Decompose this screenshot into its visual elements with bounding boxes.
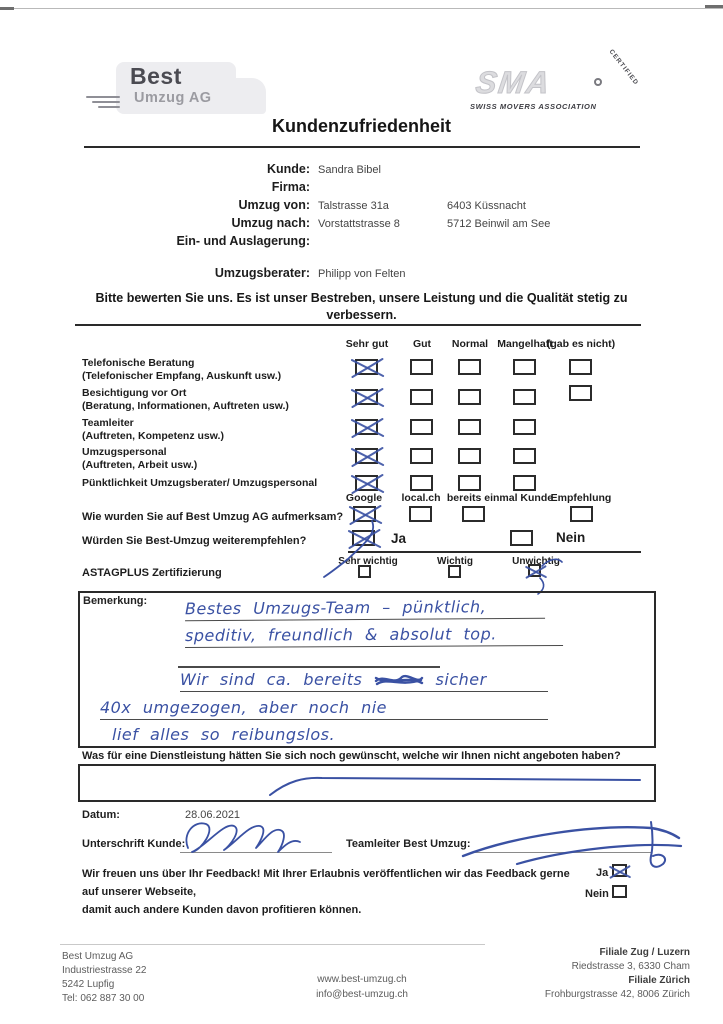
field-label-umzug-nach: Umzug nach:	[231, 216, 310, 230]
sma-subtitle: SWISS MOVERS ASSOCIATION	[470, 102, 597, 111]
column-header-normal: Normal	[451, 338, 489, 350]
field-label-kunde: Kunde:	[266, 162, 310, 176]
checkbox-telefonische-normal[interactable]	[458, 359, 481, 375]
rating-sublabel: (Beratung, Informationen, Auftreten usw.)	[82, 400, 289, 412]
pen-dash-no-answer	[78, 764, 656, 802]
checkbox-besichtigung-normal[interactable]	[458, 389, 481, 405]
column-header-gut: Gut	[412, 338, 432, 350]
checkbox-feedback-ja[interactable]	[612, 864, 627, 877]
footer-divider	[60, 944, 485, 945]
customer-signature-label: Unterschrift Kunde:	[82, 838, 186, 850]
pen-flourish	[320, 515, 410, 585]
recommend-nein-label: Nein	[556, 530, 586, 545]
handwriting-text: sicher	[435, 670, 487, 689]
field-value-umzug-von: Talstrasse 31a	[318, 200, 389, 212]
logo-word-umzug-ag: Umzug AG	[134, 90, 212, 106]
column-header-sehr-gut: Sehr gut	[345, 338, 389, 350]
checkbox-recommend-nein[interactable]	[510, 530, 533, 546]
checkbox-telefonische-gab-es-nicht[interactable]	[569, 359, 592, 375]
footer-website[interactable]: www.best-umzug.ch	[317, 974, 407, 985]
handwriting-line	[180, 671, 548, 692]
speed-line	[86, 96, 120, 98]
checkbox-puenktlichkeit-mangelhaft[interactable]	[513, 475, 536, 491]
checkbox-puenktlichkeit-normal[interactable]	[458, 475, 481, 491]
field-extra-umzug-von: 6403 Küssnacht	[447, 200, 526, 212]
checkbox-feedback-nein[interactable]	[612, 885, 627, 898]
checkbox-telefonische-gut[interactable]	[410, 359, 433, 375]
checkbox-umzugspersonal-sehr-gut[interactable]	[355, 448, 378, 464]
speed-line	[92, 101, 120, 103]
checkbox-besichtigung-mangelhaft[interactable]	[513, 389, 536, 405]
checkbox-teamleiter-mangelhaft[interactable]	[513, 419, 536, 435]
date-value: 28.06.2021	[185, 809, 241, 821]
field-label-umzug-von: Umzug von:	[238, 198, 310, 212]
footer-company-name: Best Umzug AG	[62, 951, 134, 962]
instruction-underline	[75, 324, 641, 326]
footer-company-block	[62, 950, 147, 1006]
feedback-ja-label: Ja	[596, 867, 609, 879]
checkbox-besichtigung-gab-es-nicht[interactable]	[569, 385, 592, 401]
instruction-text: Bitte bewerten Sie uns. Es ist unser Bestreben, unsere Leistung und die Qualität stetig zu verbessern.	[95, 291, 628, 322]
column-header-mangelhaft: Mangelhaft	[497, 338, 553, 350]
field-label-umzugsberater: Umzugsberater:	[214, 266, 310, 280]
footer-branch-zuerich-address: Frohburgstrasse 42, 8006 Zürich	[544, 989, 690, 1000]
footer-branch-zug-address: Riedstrasse 3, 6330 Cham	[571, 961, 690, 972]
rating-row-label	[82, 357, 281, 383]
checkbox-besichtigung-sehr-gut[interactable]	[355, 389, 378, 405]
checkbox-puenktlichkeit-gut[interactable]	[410, 475, 433, 491]
footer-company-street: Industriestrasse 22	[62, 965, 147, 976]
rating-label: Telefonische Beratung	[82, 357, 195, 369]
certified-badge-text: CERTIFIED	[607, 48, 640, 87]
source-header-empfehlung: Empfehlung	[550, 492, 612, 504]
footer-email[interactable]: info@best-umzug.ch	[316, 989, 408, 1000]
feedback-text	[82, 865, 582, 919]
footer-contact-block	[316, 972, 408, 1002]
importance-header-wichtig: Wichtig	[436, 556, 474, 567]
feedback-nein-label: Nein	[585, 888, 609, 900]
recommend-question: Würden Sie Best-Umzug weiterempfehlen?	[82, 535, 307, 547]
footer-branches-block	[545, 946, 690, 1002]
importance-header-sehr-wichtig: Sehr wichtig	[338, 556, 398, 567]
checkbox-umzugspersonal-gut[interactable]	[410, 448, 433, 464]
logo-word-best: Best	[130, 63, 182, 89]
checkbox-puenktlichkeit-sehr-gut[interactable]	[355, 475, 378, 491]
checkbox-besichtigung-gut[interactable]	[410, 389, 433, 405]
field-value-umzugsberater: Philipp von Felten	[318, 268, 406, 280]
rating-label: Teamleiter	[82, 417, 134, 429]
field-label-auslagerung: Ein- und Auslagerung:	[176, 234, 310, 248]
field-value-umzug-nach: Vorstattstrasse 8	[318, 218, 400, 230]
rating-row-label	[82, 387, 289, 413]
pen-flourish	[536, 556, 576, 596]
truck-cab	[226, 78, 266, 114]
checkbox-umzugspersonal-normal[interactable]	[458, 448, 481, 464]
checkbox-umzugspersonal-mangelhaft[interactable]	[513, 448, 536, 464]
rating-sublabel: (Auftreten, Arbeit usw.)	[82, 459, 198, 471]
footer-branch-zuerich: Filiale Zürich	[628, 975, 690, 986]
title-underline	[84, 146, 640, 148]
sma-acronym: SMA	[473, 65, 554, 100]
source-question: Wie wurden Sie auf Best Umzug AG aufmerksam?	[82, 511, 344, 523]
handwriting-line: lief alles so reibungslos.	[112, 725, 336, 744]
checkbox-telefonische-mangelhaft[interactable]	[513, 359, 536, 375]
checkbox-telefonische-sehr-gut[interactable]	[355, 359, 378, 375]
checkbox-teamleiter-gut[interactable]	[410, 419, 433, 435]
footer-company-phone: Tel: 062 887 30 00	[62, 993, 145, 1004]
scan-edge-line	[0, 8, 723, 9]
teamleader-signature-label: Teamleiter Best Umzug:	[346, 838, 471, 850]
source-header-localch: local.ch	[401, 492, 441, 504]
ruled-line	[178, 666, 440, 668]
customer-signature	[172, 812, 352, 862]
handwriting-line: speditiv, freundlich & absolut top.	[185, 625, 563, 648]
rating-row-label	[82, 446, 197, 472]
certified-badge-dot	[594, 78, 602, 86]
handwriting-line: 40x umgezogen, aber noch nie	[100, 699, 548, 720]
field-extra-umzug-nach: 5712 Beinwil am See	[447, 218, 551, 230]
remarks-label: Bemerkung:	[83, 595, 148, 607]
rating-row-label	[82, 477, 317, 490]
handwriting-line: Bestes Umzugs-Team – pünktlich,	[185, 598, 545, 622]
source-header-google: Google	[345, 492, 383, 504]
rating-label: Besichtigung vor Ort	[82, 387, 187, 399]
footer-branch-zug: Filiale Zug / Luzern	[599, 947, 690, 958]
speed-line	[98, 106, 120, 108]
checkbox-teamleiter-normal[interactable]	[458, 419, 481, 435]
checkbox-source-bereits-kunde[interactable]	[462, 506, 485, 522]
date-label: Datum:	[82, 809, 120, 821]
sma-logo	[468, 48, 640, 120]
source-header-bereits-kunde: bereits einmal Kunde	[446, 492, 554, 504]
feedback-line1: Wir freuen uns über Ihr Feedback! Mit Ihrer Erlaubnis veröffentlichen wir das Feedback gerne auf unserer Webseite,	[82, 868, 570, 898]
rating-sublabel: (Telefonischer Empfang, Auskunft usw.)	[82, 370, 282, 382]
feedback-line2: damit auch andere Kunden davon profitieren können.	[82, 904, 362, 916]
rating-label: Umzugspersonal	[82, 446, 167, 458]
checkbox-cert-wichtig[interactable]	[448, 565, 461, 578]
scan-artifact-left	[0, 7, 14, 10]
scribbled-out-word	[374, 673, 424, 687]
footer-company-city: 5242 Lupfig	[62, 979, 115, 990]
rating-label: Pünktlichkeit Umzugsberater/ Umzugspersonal	[82, 477, 318, 489]
rating-sublabel: (Auftreten, Kompetenz usw.)	[82, 430, 224, 442]
checkbox-source-localch[interactable]	[409, 506, 432, 522]
column-header-gab-es-nicht: (gab es nicht)	[546, 338, 616, 350]
service-question: Was für eine Dienstleistung hätten Sie sich noch gewünscht, welche wir Ihnen nicht angeboten haben?	[82, 750, 621, 762]
field-value-kunde: Sandra Bibel	[318, 164, 381, 176]
best-umzug-logo	[86, 60, 246, 120]
handwriting-text: Wir sind ca. bereits	[180, 670, 363, 689]
certification-label: ASTAGPLUS Zertifizierung	[82, 567, 222, 579]
field-label-firma: Firma:	[271, 180, 310, 194]
importance-header-unwichtig: Unwichtig	[512, 556, 560, 567]
page-title: Kundenzufriedenheit	[272, 116, 451, 136]
checkbox-teamleiter-sehr-gut[interactable]	[355, 419, 378, 435]
rating-row-label	[82, 417, 224, 443]
recommend-ja-label: Ja	[391, 531, 407, 546]
checkbox-source-empfehlung[interactable]	[570, 506, 593, 522]
scan-artifact-right	[705, 5, 723, 8]
